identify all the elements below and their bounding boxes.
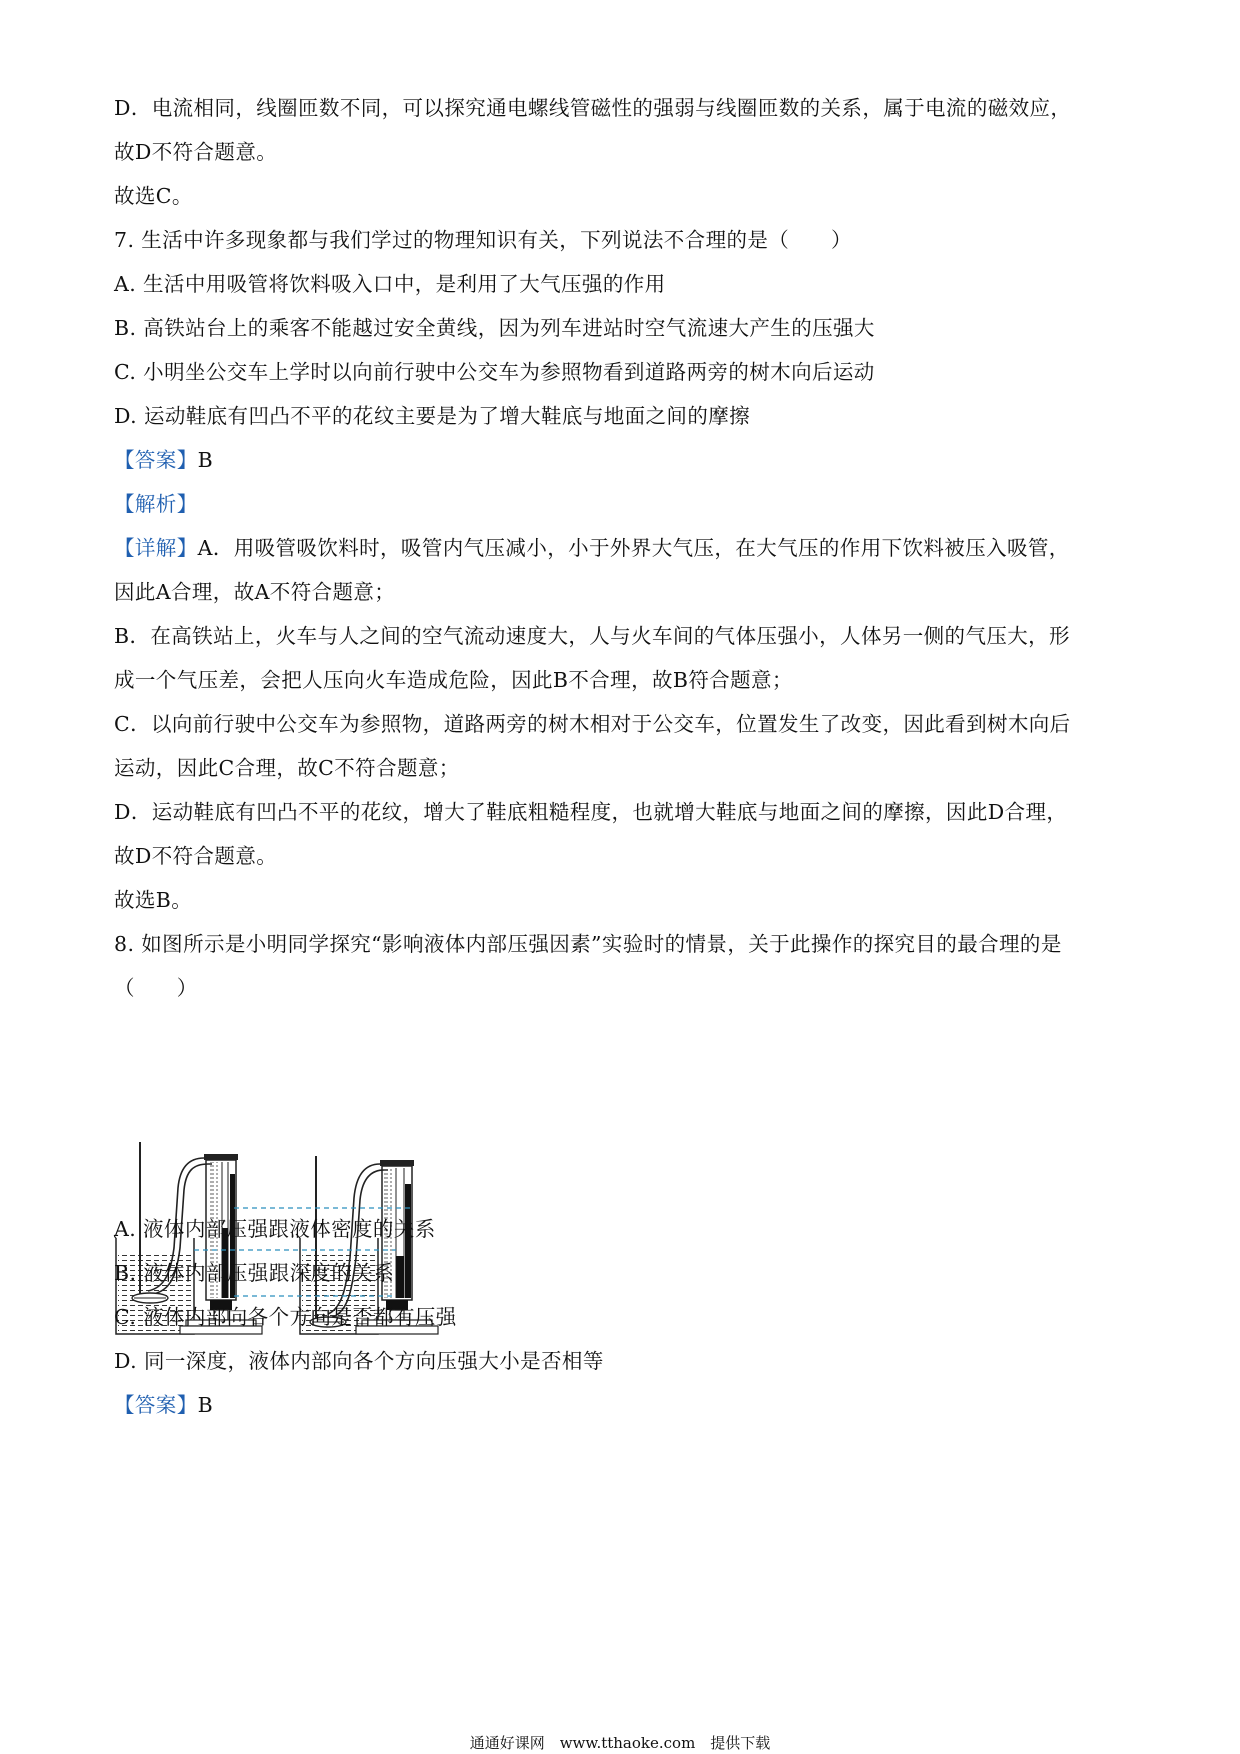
text-line: B．在高铁站上，火车与人之间的空气流动速度大，人与火车间的气体压强小，人体另一侧的气压大，形 (114, 624, 1070, 648)
analysis-line (114, 490, 198, 518)
text-line: 故D不符合题意。 (114, 140, 278, 164)
page-footer: 通通好课网 www.tthaoke.com 提供下载 (469, 1734, 771, 1752)
text-line: 故选B。 (114, 888, 193, 912)
liquid-column-right-a (396, 1256, 404, 1298)
text-line: 成一个气压差，会把人压向火车造成危险，因此B不合理，故B符合题意； (114, 668, 793, 692)
answer-line (114, 1391, 213, 1419)
option-c: C. 液体内部向各个方向是否都有压强 (114, 1305, 457, 1329)
question-8-paren: （ ） (114, 976, 198, 1000)
text-line: 故D不符合题意。 (114, 844, 278, 868)
answer-tag: 【答案】 (114, 448, 198, 472)
answer-tag: 【答案】 (114, 1393, 198, 1417)
text-line: D．电流相同，线圈匝数不同，可以探究通电螺线管磁性的强弱与线圈匝数的关系，属于电流的磁效应， (114, 96, 1072, 120)
detail-text: A．用吸管吸饮料时，吸管内气压减小，小于外界大气压，在大气压的作用下饮料被压入吸管， (197, 536, 1070, 560)
question-8-stem: 8. 如图所示是小明同学探究“影响液体内部压强因素”实验时的情景，关于此操作的探究目的最合理的是 (114, 932, 1062, 956)
option-a: A. 液体内部压强跟液体密度的关系 (114, 1217, 436, 1241)
text-line: 因此A合理，故A不符合题意； (114, 580, 396, 604)
answer-line (114, 446, 213, 474)
text-line: D．运动鞋底有凹凸不平的花纹，增大了鞋底粗糙程度，也就增大鞋底与地面之间的摩擦，因此D合理， (114, 800, 1068, 824)
question-7-stem: 7. 生活中许多现象都与我们学过的物理知识有关，下列说法不合理的是（ ） (114, 228, 852, 252)
option-c: C. 小明坐公交车上学时以向前行驶中公交车为参照物看到道路两旁的树木向后运动 (114, 360, 875, 384)
option-b: B. 高铁站台上的乘客不能越过安全黄线，因为列车进站时空气流速大产生的压强大 (114, 316, 875, 340)
option-a: A. 生活中用吸管将饮料吸入口中，是利用了大气压强的作用 (114, 272, 666, 296)
option-b: B. 液体内部压强跟深度的关系 (114, 1261, 395, 1285)
detail-line (114, 534, 1070, 562)
detail-tag: 【详解】 (114, 536, 198, 560)
answer-value: B (197, 448, 214, 472)
answer-value: B (197, 1393, 214, 1417)
analysis-tag: 【解析】 (114, 492, 198, 516)
option-d: D. 同一深度，液体内部向各个方向压强大小是否相等 (114, 1349, 604, 1373)
text-line: 故选C。 (114, 184, 193, 208)
text-line: 运动，因此C合理，故C不符合题意； (114, 756, 460, 780)
text-line: C．以向前行驶中公交车为参照物，道路两旁的树木相对于公交车，位置发生了改变，因此看到树木向后 (114, 712, 1071, 736)
option-d: D. 运动鞋底有凹凸不平的花纹主要是为了增大鞋底与地面之间的摩擦 (114, 404, 751, 428)
